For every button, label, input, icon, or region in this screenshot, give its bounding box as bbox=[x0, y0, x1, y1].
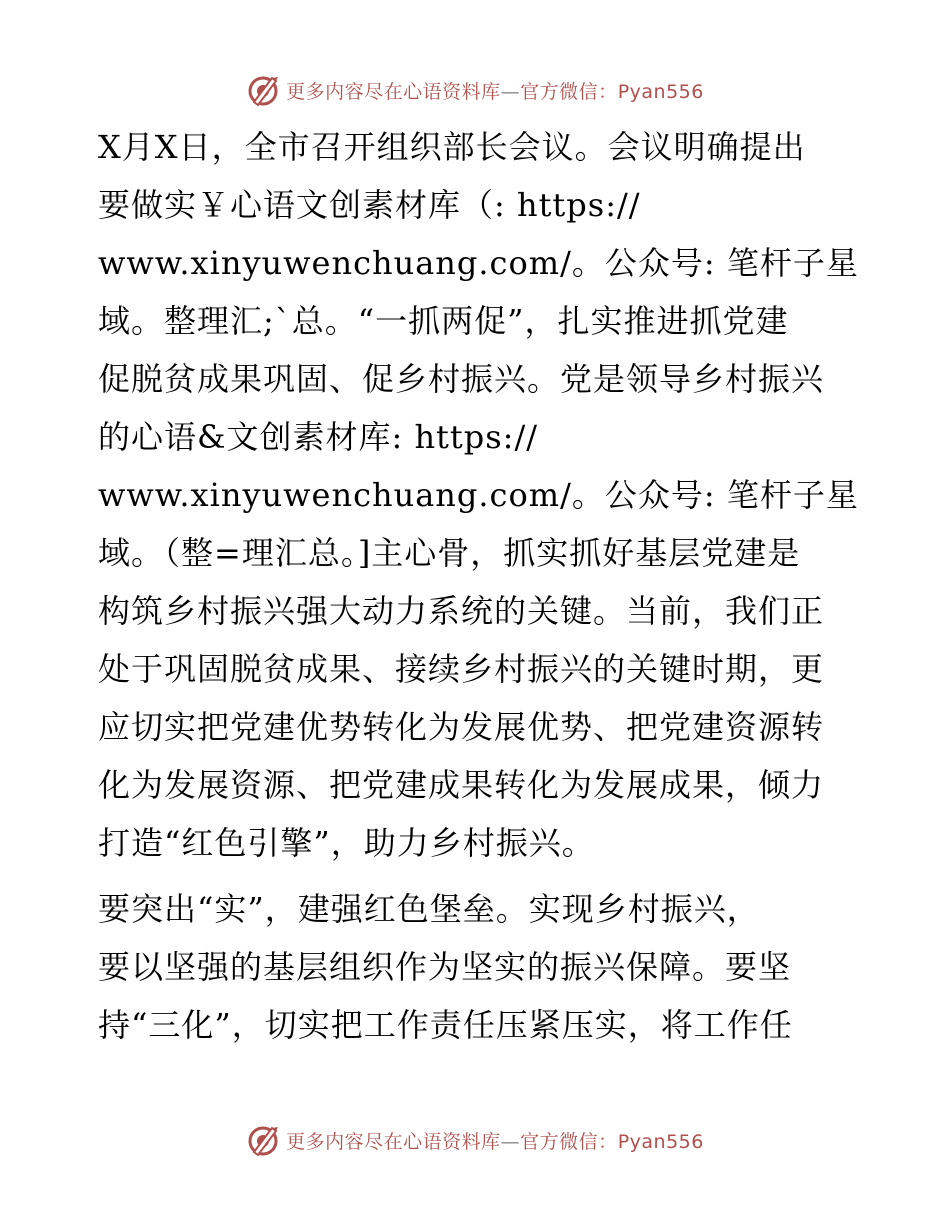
text-line: 的心语&文创素材库: https:// bbox=[98, 418, 539, 456]
text-line: www.xinyuwenchuang.com/。公众号: 笔杆子星 bbox=[98, 244, 859, 282]
text-line: 持“三化”，切实把工作责任压紧压实，将工作任 bbox=[98, 1006, 793, 1044]
banner-separator: — bbox=[500, 1130, 521, 1153]
text-line: 要做实￥心语文创素材库（: https:// bbox=[98, 186, 641, 224]
text-line: 促脱贫成果巩固、促乡村振兴。党是领导乡村振兴 bbox=[98, 360, 825, 398]
pen-logo-icon bbox=[246, 72, 282, 108]
text-line: 处于巩固脱贫成果、接续乡村振兴的关键时期，更 bbox=[98, 650, 825, 688]
text-line: www.xinyuwenchuang.com/。公众号: 笔杆子星 bbox=[98, 476, 859, 514]
paragraph-1 bbox=[98, 118, 858, 872]
banner-text bbox=[286, 1127, 704, 1154]
text-line: 化为发展资源、把党建成果转化为发展成果，倾力 bbox=[98, 766, 825, 804]
text-line: 域。整理汇;`总。“一抓两促”，扎实推进抓党建 bbox=[98, 302, 789, 340]
pen-logo-icon bbox=[246, 1122, 282, 1158]
text-line: 要突出“实”，建强红色堡垒。实现乡村振兴， bbox=[98, 890, 760, 928]
banner-wechat-id: Pyan556 bbox=[617, 1130, 704, 1153]
header-banner bbox=[0, 70, 950, 110]
banner-text bbox=[286, 77, 704, 104]
banner-separator: — bbox=[500, 80, 521, 103]
paragraph-gap bbox=[98, 872, 858, 880]
text-line: 构筑乡村振兴强大动力系统的关键。当前，我们正 bbox=[98, 592, 825, 630]
banner-brand: 更多内容尽在心语资料库 bbox=[286, 80, 501, 103]
text-line: 应切实把党建优势转化为发展优势、把党建资源转 bbox=[98, 708, 825, 746]
banner-brand: 更多内容尽在心语资料库 bbox=[286, 1130, 501, 1153]
text-line: 打造“红色引擎”，助力乡村振兴。 bbox=[98, 824, 595, 862]
footer-banner bbox=[0, 1120, 950, 1160]
document-body bbox=[98, 118, 858, 1054]
banner-wechat-id: Pyan556 bbox=[617, 80, 704, 103]
text-line: 域。（整=理汇总。]主心骨，抓实抓好基层党建是 bbox=[98, 534, 801, 572]
text-line: X月X日，全市召开组织部长会议。会议明确提出 bbox=[98, 128, 806, 166]
text-line: 要以坚强的基层组织作为坚实的振兴保障。要坚 bbox=[98, 948, 792, 986]
paragraph-2 bbox=[98, 880, 858, 1054]
banner-wechat-label: 官方微信： bbox=[520, 80, 618, 103]
banner-wechat-label: 官方微信： bbox=[520, 1130, 618, 1153]
